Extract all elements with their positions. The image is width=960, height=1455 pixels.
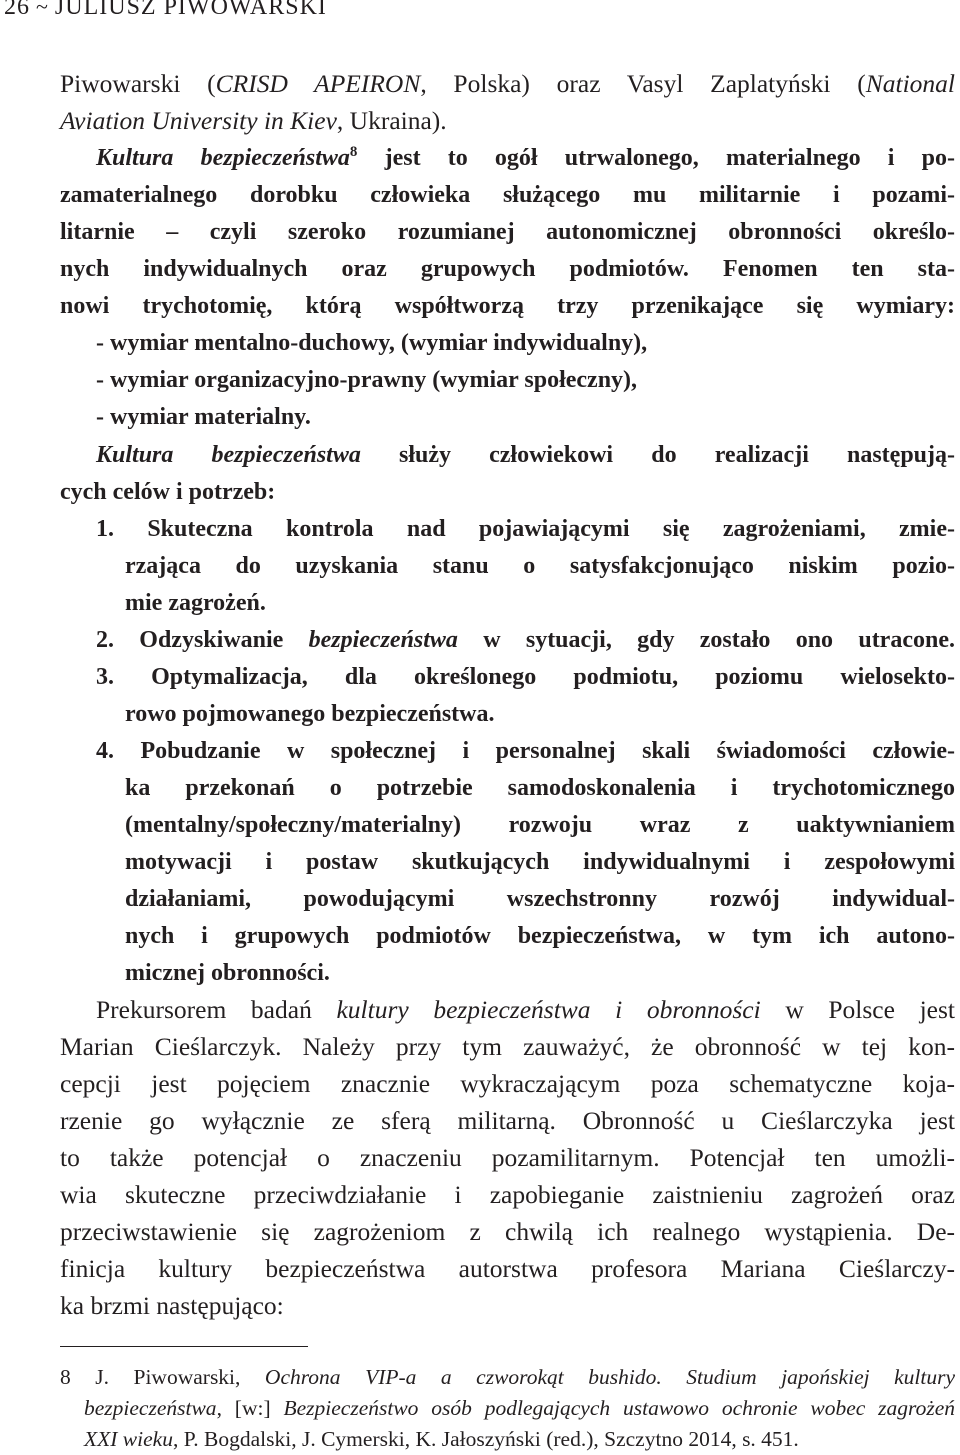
text-run: ka brzmi następująco: [60, 1291, 284, 1320]
numbered-item [125, 955, 330, 991]
text-run: nych i grupowych podmiotów bezpieczeństwa, w tym ich autono- [125, 923, 955, 949]
text-run: Marian Cieślarczyk. Należy przy tym zauważyć, że obronność w tej kon- [60, 1032, 955, 1061]
footnote-rule [60, 1346, 308, 1347]
text-run: przeciwstawienie się zagrożeniom z chwilą ich realnego wystąpienia. De- [60, 1217, 955, 1246]
text-line [60, 214, 955, 250]
text-run: finicja kultury bezpieczeństwa autorstwa profesora Mariana Cieślarczy- [60, 1254, 955, 1283]
text-line [60, 103, 447, 139]
header-ornament: ~ [36, 0, 49, 19]
text-run: zamaterialnego dorobku człowieka służącego mu militarnie i pozami- [60, 182, 955, 208]
text-run: nowi trychotomię, którą współtworzą trzy przenikające się wymiary: [60, 293, 955, 319]
text-line [60, 1214, 955, 1250]
italic-run: kultury bezpieczeństwa i obronności [336, 995, 761, 1024]
numbered-item [125, 918, 955, 954]
numbered-item [125, 696, 495, 732]
italic-run: bezpieczeństwa [308, 627, 458, 653]
list-item [96, 362, 637, 398]
text-run: cych celów i potrzeb: [60, 479, 276, 505]
text-run: - wymiar materialny. [96, 404, 311, 430]
italic-run: Kultura bezpieczeństwa [96, 145, 350, 171]
running-header [4, 0, 327, 21]
text-run: to także potencjał o znaczeniu pozamilitarnym. Potencjał ten umożli- [60, 1143, 955, 1172]
text-run: , Ukraina). [336, 106, 447, 135]
numbered-item [96, 659, 955, 695]
italic-run: Ochrona VIP-a a czworokąt bushido. Studium japońskiej kultury [264, 1365, 955, 1389]
text-line [96, 992, 955, 1028]
numbered-item [125, 844, 955, 880]
text-run: mie zagrożeń. [125, 590, 266, 616]
italic-run: XXI wieku [84, 1427, 173, 1451]
italic-run: Aviation University in Kiev [60, 106, 337, 135]
text-run: ka przekonań o potrzebie samodoskonalenia i trychotomicznego [125, 775, 955, 801]
text-run: 3. Optymalizacja, dla określonego podmiotu, poziomu wielosekto- [96, 664, 955, 690]
text-line [60, 177, 955, 213]
text-run: litarnie – czyli szeroko rozumianej autonomicznej obronności określo- [60, 219, 955, 245]
text-line [96, 140, 955, 176]
numbered-item [96, 733, 955, 769]
text-line [60, 251, 955, 287]
list-item [96, 325, 647, 361]
text-run: micznej obronności. [125, 960, 330, 986]
numbered-item [96, 622, 955, 658]
italic-run: CRISD APEIRON [215, 69, 421, 98]
numbered-item [125, 881, 955, 917]
numbered-item [96, 511, 955, 547]
text-line [60, 474, 275, 510]
footnote-line [84, 1393, 955, 1423]
text-run: 4. Pobudzanie w społecznej i personalnej skali świadomości człowie- [96, 738, 955, 764]
text-run: (mentalny/społeczny/materialny) rozwoju wraz z uaktywnianiem [125, 812, 955, 838]
text-run: Prekursorem badań [96, 995, 337, 1024]
text-run: służy człowiekowi do realizacji następują- [360, 442, 956, 468]
text-line [60, 288, 955, 324]
text-run: 8 J. Piwowarski, [60, 1365, 265, 1389]
text-line [60, 1177, 955, 1213]
italic-run: bezpieczeństwa [84, 1396, 217, 1420]
numbered-item [125, 807, 955, 843]
italic-run: Bezpieczeństwo osób podlegających ustawowo ochronie wobec zagrożeń [283, 1396, 955, 1420]
italic-run: National [865, 69, 955, 98]
text-run: działaniami, powodującymi wszechstronny rozwój indywidual- [125, 886, 955, 912]
italic-run: Kultura bezpieczeństwa [96, 442, 361, 468]
text-run: motywacji i postaw skutkujących indywidualnymi i zespołowymi [125, 849, 955, 875]
text-run: , P. Bogdalski, J. Cymerski, K. Jałoszyński (red.), Szczytno 2014, s. 451. [172, 1427, 799, 1451]
text-run: nych indywidualnych oraz grupowych podmiotów. Fenomen ten sta- [60, 256, 955, 282]
text-run: rowo pojmowanego bezpieczeństwa. [125, 701, 495, 727]
list-item [96, 399, 311, 435]
footnote-ref: 8 [349, 144, 358, 160]
text-run: 1. Skuteczna kontrola nad pojawiającymi się zagrożeniami, zmie- [96, 516, 955, 542]
text-run: - wymiar organizacyjno-prawny (wymiar społeczny), [96, 367, 638, 393]
text-line [60, 66, 955, 102]
text-run: 2. Odzyskiwanie [96, 627, 309, 653]
text-run: Piwowarski ( [60, 69, 216, 98]
text-run: , Polska) oraz Vasyl Zaplatyński ( [420, 69, 866, 98]
footnote-line [84, 1424, 799, 1454]
text-run: - wymiar mentalno-duchowy, (wymiar indywidualny), [96, 330, 648, 356]
text-run: jest to ogół utrwalonego, materialnego i po- [357, 145, 955, 171]
numbered-item [125, 548, 955, 584]
header-author: JULIUSZ PIWOWARSKI [54, 0, 327, 20]
text-line [60, 1103, 955, 1139]
text-line [60, 1288, 284, 1324]
text-run: w sytuacji, gdy zostało ono utracone. [457, 627, 955, 653]
text-run: , [w:] [216, 1396, 284, 1420]
text-run: cepcji jest pojęciem znacznie wykraczającym poza schematyczne koja- [60, 1069, 955, 1098]
text-line [60, 1066, 955, 1102]
text-run: wia skuteczne przeciwdziałanie i zapobieganie zaistnieniu zagrożeń oraz [60, 1180, 955, 1209]
text-run: rzenie go wyłącznie ze sferą militarną. Obronność u Cieślarczyka jest [60, 1106, 955, 1135]
footnote-line [60, 1362, 955, 1392]
text-run: rzająca do uzyskania stanu o satysfakcjonująco niskim pozio- [125, 553, 955, 579]
text-line [96, 437, 955, 473]
text-run: w Polsce jest [760, 995, 955, 1024]
numbered-item [125, 585, 266, 621]
text-line [60, 1029, 955, 1065]
page-number: 26 [4, 0, 30, 20]
text-line [60, 1140, 955, 1176]
text-line [60, 1251, 955, 1287]
numbered-item [125, 770, 955, 806]
